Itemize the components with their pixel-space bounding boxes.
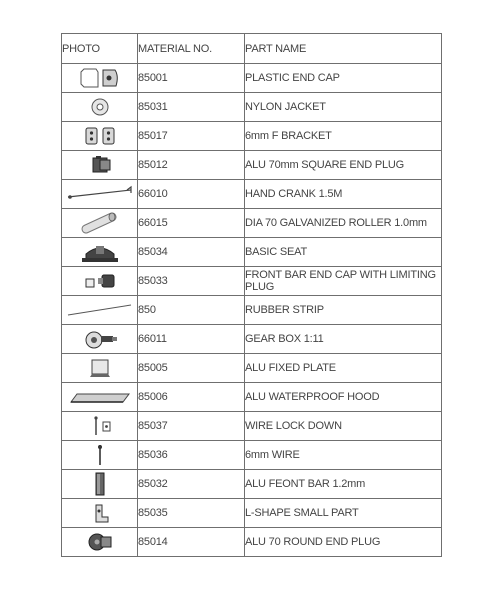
row-photo bbox=[62, 383, 138, 412]
row-photo bbox=[62, 441, 138, 470]
row-photo bbox=[62, 238, 138, 267]
part-name-cell: ALU WATERPROOF HOOD bbox=[245, 383, 442, 412]
row-photo bbox=[62, 296, 138, 325]
f-bracket-icon bbox=[72, 124, 128, 148]
part-name-cell: DIA 70 GALVANIZED ROLLER 1.0mm bbox=[245, 209, 442, 238]
part-name-cell: HAND CRANK 1.5M bbox=[245, 180, 442, 209]
material-no-cell: 85031 bbox=[138, 93, 245, 122]
row-photo bbox=[62, 209, 138, 238]
table-header-row bbox=[62, 34, 442, 64]
material-no-cell: 85032 bbox=[138, 470, 245, 499]
photo-column-header: PHOTO bbox=[62, 34, 138, 64]
material-no-cell: 85035 bbox=[138, 499, 245, 528]
row-photo bbox=[62, 151, 138, 180]
row-photo bbox=[62, 122, 138, 151]
plastic-end-cap-icon bbox=[72, 66, 128, 90]
row-photo bbox=[62, 354, 138, 383]
part-name-cell: ALU FIXED PLATE bbox=[245, 354, 442, 383]
material-no-cell: 85006 bbox=[138, 383, 245, 412]
part-name-column-header: PART NAME bbox=[245, 34, 442, 64]
material-no-cell: 85014 bbox=[138, 528, 245, 557]
material-no-cell: 66015 bbox=[138, 209, 245, 238]
basic-seat-icon bbox=[72, 240, 128, 264]
material-no-cell: 85005 bbox=[138, 354, 245, 383]
row-photo bbox=[62, 470, 138, 499]
table-row bbox=[62, 470, 442, 499]
part-name-cell: FRONT BAR END CAP WITH LIMITING PLUG bbox=[245, 267, 442, 296]
parts-table bbox=[61, 33, 442, 557]
material-no-cell: 85017 bbox=[138, 122, 245, 151]
material-column-header: MATERIAL NO. bbox=[138, 34, 245, 64]
row-photo bbox=[62, 64, 138, 93]
material-no-cell: 66011 bbox=[138, 325, 245, 354]
table-row bbox=[62, 499, 442, 528]
row-photo bbox=[62, 499, 138, 528]
wire-icon bbox=[72, 443, 128, 467]
gear-box-icon bbox=[72, 327, 128, 351]
part-name-cell: WIRE LOCK DOWN bbox=[245, 412, 442, 441]
material-no-cell: 85036 bbox=[138, 441, 245, 470]
front-bar-end-cap-icon bbox=[72, 269, 128, 293]
wire-lock-down-icon bbox=[72, 414, 128, 438]
part-name-cell: ALU FEONT BAR 1.2mm bbox=[245, 470, 442, 499]
table-row bbox=[62, 383, 442, 412]
part-name-cell: ALU 70mm SQUARE END PLUG bbox=[245, 151, 442, 180]
part-name-cell: 6mm F BRACKET bbox=[245, 122, 442, 151]
material-no-cell: 85034 bbox=[138, 238, 245, 267]
part-name-cell: NYLON JACKET bbox=[245, 93, 442, 122]
table-row bbox=[62, 267, 442, 296]
table-row bbox=[62, 412, 442, 441]
row-photo bbox=[62, 180, 138, 209]
table-row bbox=[62, 151, 442, 180]
nylon-jacket-icon bbox=[72, 95, 128, 119]
table-row bbox=[62, 441, 442, 470]
part-name-cell: 6mm WIRE bbox=[245, 441, 442, 470]
row-photo bbox=[62, 267, 138, 296]
waterproof-hood-icon bbox=[65, 385, 135, 409]
table-row bbox=[62, 238, 442, 267]
material-no-cell: 66010 bbox=[138, 180, 245, 209]
table-row bbox=[62, 209, 442, 238]
row-photo bbox=[62, 528, 138, 557]
table-row bbox=[62, 528, 442, 557]
material-no-cell: 850 bbox=[138, 296, 245, 325]
rubber-strip-icon bbox=[65, 298, 135, 322]
table-row bbox=[62, 93, 442, 122]
hand-crank-icon bbox=[65, 182, 135, 206]
galvanized-roller-icon bbox=[72, 211, 128, 235]
round-end-plug-icon bbox=[72, 530, 128, 554]
fixed-plate-icon bbox=[72, 356, 128, 380]
part-name-cell: L-SHAPE SMALL PART bbox=[245, 499, 442, 528]
row-photo bbox=[62, 93, 138, 122]
square-end-plug-icon bbox=[72, 153, 128, 177]
row-photo bbox=[62, 412, 138, 441]
part-name-cell: PLASTIC END CAP bbox=[245, 64, 442, 93]
table-row bbox=[62, 325, 442, 354]
table-row bbox=[62, 64, 442, 93]
front-bar-icon bbox=[72, 472, 128, 496]
table-row bbox=[62, 296, 442, 325]
part-name-cell: GEAR BOX 1:11 bbox=[245, 325, 442, 354]
row-photo bbox=[62, 325, 138, 354]
table-row bbox=[62, 122, 442, 151]
material-no-cell: 85012 bbox=[138, 151, 245, 180]
table-row bbox=[62, 354, 442, 383]
material-no-cell: 85037 bbox=[138, 412, 245, 441]
material-no-cell: 85001 bbox=[138, 64, 245, 93]
table-row bbox=[62, 180, 442, 209]
part-name-cell: RUBBER STRIP bbox=[245, 296, 442, 325]
material-no-cell: 85033 bbox=[138, 267, 245, 296]
part-name-cell: BASIC SEAT bbox=[245, 238, 442, 267]
part-name-cell: ALU 70 ROUND END PLUG bbox=[245, 528, 442, 557]
l-shape-part-icon bbox=[72, 501, 128, 525]
